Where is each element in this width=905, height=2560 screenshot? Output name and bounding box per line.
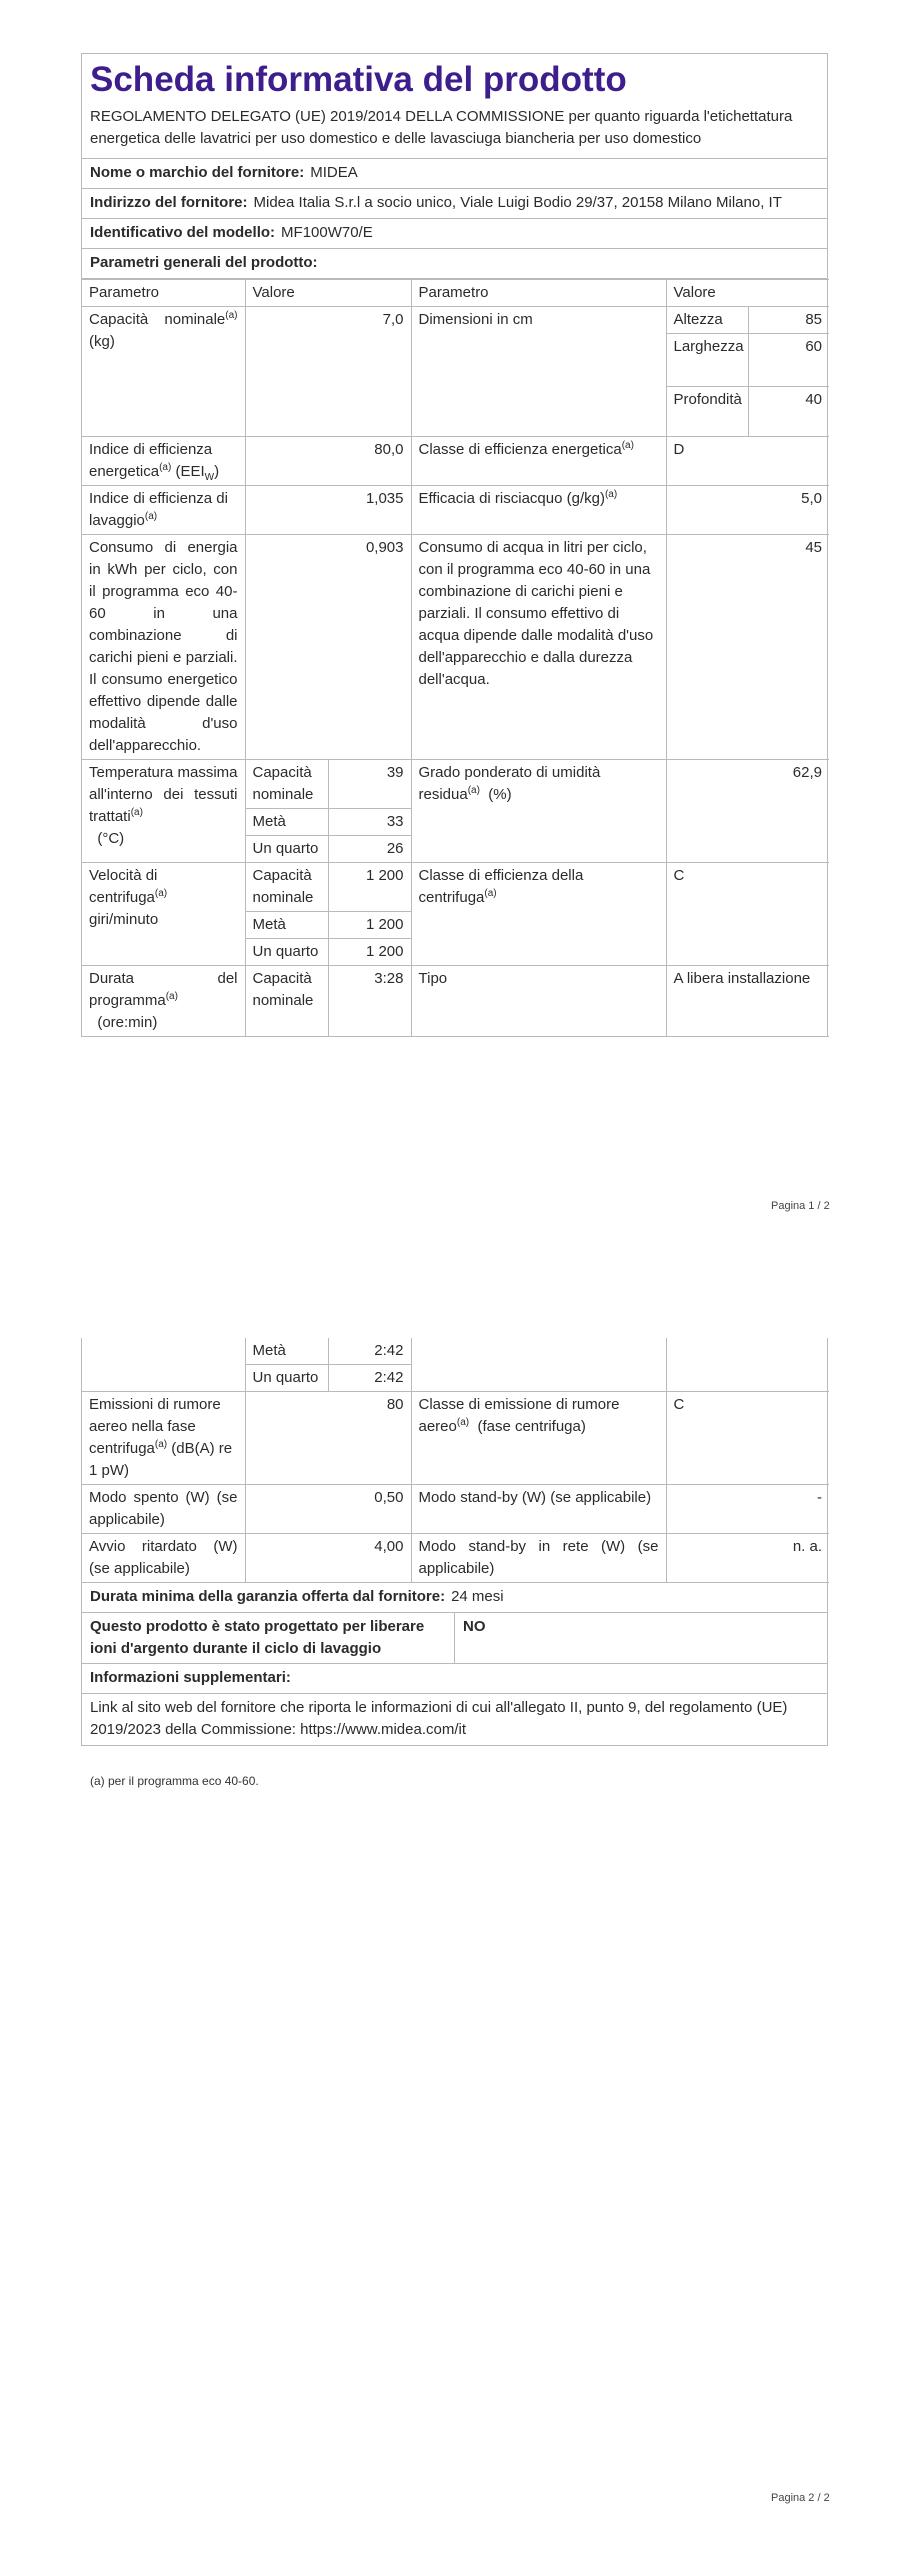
footnote-ref: (a) <box>467 785 480 796</box>
table-row <box>82 535 829 760</box>
width-value: 60 <box>748 334 829 387</box>
duration-full-value: 3:28 <box>328 966 411 1037</box>
energy-class-label: Classe di efficienza energetica <box>418 441 622 458</box>
eei-subscript: W <box>204 472 215 483</box>
col-header-param-2: Parametro <box>411 280 666 307</box>
table-row <box>82 486 829 535</box>
footnote-ref: (a) <box>484 888 497 899</box>
rinse-label-cell <box>411 486 666 535</box>
spin-cap-full-label: Capacità nominale <box>245 863 328 912</box>
header <box>82 54 827 159</box>
footnote-ref: (a) <box>154 1439 168 1450</box>
table-header-row <box>82 280 829 307</box>
page-title: Scheda informativa del prodotto <box>90 60 627 99</box>
duration-quarter-value: 2:42 <box>328 1365 411 1392</box>
noise-class-value: C <box>666 1392 829 1485</box>
type-continued-cell <box>411 1338 666 1392</box>
table-row <box>82 1485 829 1534</box>
brand-label: Nome o marchio del fornitore: <box>90 164 305 181</box>
table-row <box>82 863 829 912</box>
noise-unit: (dB(A) re 1 pW) <box>89 1440 233 1479</box>
type-label: Tipo <box>411 966 666 1037</box>
network-standby-label: Modo stand-by in rete (W) (se applicabile) <box>411 1534 666 1583</box>
temperature-label-cell <box>82 760 245 863</box>
duration-half-value: 2:42 <box>328 1338 411 1365</box>
delay-start-value: 4,00 <box>245 1534 411 1583</box>
moisture-label-cell <box>411 760 666 863</box>
warranty-value: 24 mesi <box>451 1588 504 1605</box>
general-params-row <box>82 249 827 279</box>
table-row <box>82 437 829 486</box>
spin-class-label-cell <box>411 863 666 966</box>
noise-class-label-cell <box>411 1392 666 1485</box>
extra-info-label: Informazioni supplementari: <box>90 1669 291 1686</box>
capacity-label-cell <box>82 307 245 437</box>
standby-value: - <box>666 1485 829 1534</box>
model-value: MF100W70/E <box>281 224 373 241</box>
supplier-link-row <box>82 1694 827 1746</box>
footnote-ref: (a) <box>456 1417 470 1428</box>
page-1 <box>81 53 828 1037</box>
address-value: Midea Italia S.r.l a socio unico, Viale Luigi Bodio 29/37, 20158 Milano Milano, IT <box>253 194 782 211</box>
spin-quarter-value: 1 200 <box>328 939 411 966</box>
energy-class-value: D <box>666 437 829 486</box>
duration-unit: (ore:min) <box>97 1014 158 1031</box>
spin-half-value: 1 200 <box>328 912 411 939</box>
duration-cap-quarter-label: Un quarto <box>245 1365 328 1392</box>
footnote-ref: (a) <box>154 888 168 899</box>
duration-cap-half-label: Metà <box>245 1338 328 1365</box>
capacity-unit: (kg) <box>89 333 115 350</box>
eei-label: Indice di efficienza energetica <box>89 441 213 480</box>
col-header-value: Valore <box>245 280 411 307</box>
energy-consumption-label: Consumo di energia in kWh per ciclo, con il programma eco 40-60 in una combinazione di carichi pieni e parziali. Il consumo energetico effettivo dipende dalle modalità d'uso dell'apparecchio. <box>82 535 245 760</box>
silver-ions-label: Questo prodotto è stato progettato per liberare ioni d'argento durante il ciclo di lavaggio <box>82 1613 455 1663</box>
product-sheet-continued <box>81 1338 828 1746</box>
footnote-ref: (a) <box>144 511 158 522</box>
spin-label-cell <box>82 863 245 966</box>
page-2 <box>81 1338 828 1746</box>
wash-index-value: 1,035 <box>245 486 411 535</box>
water-consumption-label: Consumo di acqua in litri per ciclo, con il programma eco 40-60 in una combinazione di carichi pieni e parziali. Il consumo effettivo di acqua dipende dalle modalità d'uso dell'apparecchio e dalla durezza dell'acqua. <box>411 535 666 760</box>
table-row <box>82 966 829 1037</box>
water-consumption-value: 45 <box>666 535 829 760</box>
spin-full-value: 1 200 <box>328 863 411 912</box>
eei-value: 80,0 <box>245 437 411 486</box>
temp-cap-half-label: Metà <box>245 809 328 836</box>
params-table <box>82 279 829 1037</box>
footnote: (a) per il programma eco 40-60. <box>90 1774 259 1788</box>
duration-label: Durata del programma <box>89 970 238 1009</box>
general-params-label: Parametri generali del prodotto: <box>90 254 318 271</box>
delay-start-label: Avvio ritardato (W) (se applicabile) <box>82 1534 245 1583</box>
spin-label: Velocità di centrifuga <box>89 867 158 906</box>
duration-continued-cell <box>82 1338 245 1392</box>
page-number-1: Pagina 1 / 2 <box>771 1200 830 1212</box>
temp-full-value: 39 <box>328 760 411 809</box>
height-value: 85 <box>748 307 829 334</box>
network-standby-value: n. a. <box>666 1534 829 1583</box>
spin-unit: giri/minuto <box>89 911 159 928</box>
duration-cap-full-label: Capacità nominale <box>245 966 328 1037</box>
regulation-text: REGOLAMENTO DELEGATO (UE) 2019/2014 DELLA COMMISSIONE per quanto riguarda l'etichettatura energetica delle lavatrici per uso domestico e delle lavasciuga biancheria per uso domestico <box>90 108 793 147</box>
type-value: A libera installazione <box>666 966 829 1037</box>
temp-quarter-value: 26 <box>328 836 411 863</box>
noise-value: 80 <box>245 1392 411 1485</box>
brand-value: MIDEA <box>310 164 358 181</box>
silver-ions-value: NO <box>463 1618 486 1635</box>
model-row <box>82 219 827 249</box>
noise-class-unit: (fase centrifuga) <box>477 1418 586 1435</box>
table-row <box>82 760 829 809</box>
params-table-continued <box>82 1338 829 1583</box>
width-label: Larghezza <box>666 334 748 387</box>
spin-class-value: C <box>666 863 829 966</box>
moisture-label: Grado ponderato di umidità residua <box>418 764 601 803</box>
rinse-value: 5,0 <box>666 486 829 535</box>
wash-index-label: Indice di efficienza di lavaggio <box>89 490 228 529</box>
extra-info-row <box>82 1664 827 1694</box>
standby-label: Modo stand-by (W) (se applicabile) <box>411 1485 666 1534</box>
spin-class-label: Classe di efficienza della centrifuga <box>418 867 584 906</box>
energy-class-label-cell <box>411 437 666 486</box>
footnote-ref: (a) <box>621 440 634 451</box>
temp-half-value: 33 <box>328 809 411 836</box>
rinse-label: Efficacia di risciacquo (g/kg) <box>418 490 605 507</box>
supplier-brand-row <box>82 159 827 189</box>
col-header-value-2: Valore <box>666 280 829 307</box>
noise-class-label: Classe di emissione di rumore aereo <box>418 1396 620 1435</box>
footnote-ref: (a) <box>159 462 172 473</box>
eei-unit: (EEI <box>175 463 205 480</box>
temperature-label: Temperatura massima all'interno dei tessuti trattati <box>89 764 238 825</box>
silver-ions-row <box>82 1613 827 1664</box>
noise-label: Emissioni di rumore aereo nella fase centrifuga <box>89 1396 221 1457</box>
temperature-unit: (°C) <box>97 830 125 847</box>
moisture-unit: (%) <box>488 786 512 803</box>
table-row <box>82 1392 829 1485</box>
depth-value: 40 <box>748 387 829 437</box>
supplier-link-text[interactable]: Link al sito web del fornitore che riporta le informazioni di cui all'allegato II, punto 9, del regolamento (UE) 2019/2023 della Commissione: https://www.midea.com/it <box>90 1699 788 1738</box>
product-sheet-frame <box>81 53 828 1037</box>
temp-cap-full-label: Capacità nominale <box>245 760 328 809</box>
energy-consumption-value: 0,903 <box>245 535 411 760</box>
wash-index-label-cell <box>82 486 245 535</box>
footnote-ref: (a) <box>225 310 238 321</box>
capacity-label: Capacità nominale <box>89 311 226 328</box>
supplier-address-row <box>82 189 827 219</box>
noise-label-cell <box>82 1392 245 1485</box>
model-label: Identificativo del modello: <box>90 224 276 241</box>
table-row <box>82 307 829 334</box>
warranty-row <box>82 1583 827 1613</box>
page-number-2: Pagina 2 / 2 <box>771 2492 830 2504</box>
height-label: Altezza <box>666 307 748 334</box>
footnote-ref: (a) <box>165 991 178 1002</box>
temp-cap-quarter-label: Un quarto <box>245 836 328 863</box>
footnote-ref: (a) <box>130 807 143 818</box>
footnote-ref: (a) <box>604 489 618 500</box>
off-mode-value: 0,50 <box>245 1485 411 1534</box>
dimensions-label: Dimensioni in cm <box>411 307 666 437</box>
off-mode-label: Modo spento (W) (se applicabile) <box>82 1485 245 1534</box>
table-row <box>82 1338 829 1365</box>
duration-label-cell <box>82 966 245 1037</box>
eei-label-cell: Indice di efficienza energetica$^{(a)}$ $(EEI_W)$ <box>82 437 245 486</box>
spin-cap-quarter-label: Un quarto <box>245 939 328 966</box>
spin-cap-half-label: Metà <box>245 912 328 939</box>
moisture-value: 62,9 <box>666 760 829 863</box>
warranty-label: Durata minima della garanzia offerta dal fornitore: <box>90 1588 446 1605</box>
address-label: Indirizzo del fornitore: <box>90 194 248 211</box>
table-row <box>82 1534 829 1583</box>
col-header-param: Parametro <box>82 280 245 307</box>
capacity-value: 7,0 <box>245 307 411 437</box>
type-value-continued-cell <box>666 1338 829 1392</box>
depth-label: Profondità <box>666 387 748 437</box>
